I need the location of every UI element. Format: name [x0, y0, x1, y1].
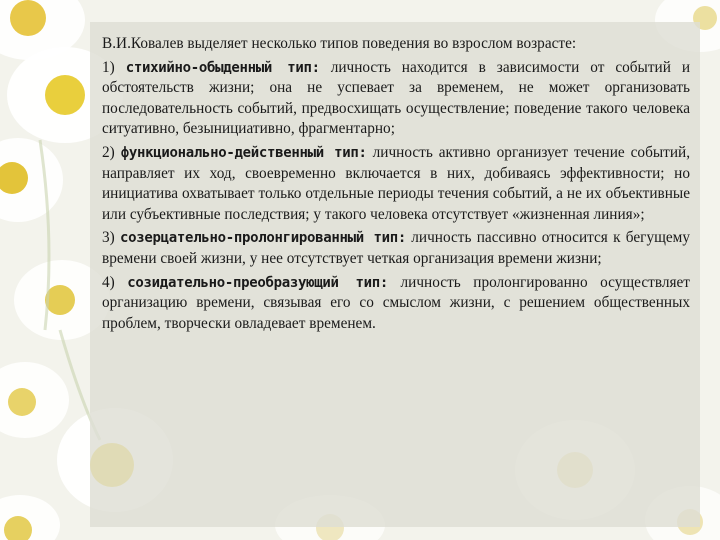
item-term: созидательно-преобразующий тип:: [127, 274, 388, 291]
item-number: 4): [102, 273, 115, 291]
item-number: 2): [102, 143, 115, 161]
item-description: личность находится в зависимости от событий и обстоятельств жизни; она не успевает за временем, не может организовать последовательность событий, предвосхищать осуществление; поведение такого человека ситуативно, безынициативно, фрагментарно;: [102, 58, 691, 138]
item-description: личность активно организует течение событий, направляет их ход, своевременно включается в них, добиваясь эффективности; но инициатива охватывает только отдельные периоды течения событий, а не их объективные или субъективные последствия; у такого человека отсутствует «жизненная линия»;: [102, 143, 691, 223]
item-number: 1): [102, 58, 115, 76]
item-description: личность пролонгированно осуществляет организацию времени, связывая его со смыслом жизни, с решением общественных проблем, творчески овладевает временем.: [102, 273, 690, 332]
slide-text: [102, 34, 690, 334]
item-term: функционально-действенный тип:: [120, 144, 367, 161]
list-item: [102, 143, 690, 225]
list-item: [102, 273, 690, 335]
list-item: [102, 228, 690, 269]
item-term: созерцательно-пролонгированный тип:: [120, 230, 406, 247]
item-description: личность пассивно относится к бегущему времени своей жизни, у нее отсутствует четкая организация времени жизни;: [102, 229, 691, 267]
item-term: стихийно-обыденный тип:: [125, 59, 320, 76]
list-item: [102, 58, 690, 140]
item-number: 3): [102, 229, 115, 247]
intro-paragraph: В.И.Ковалев выделяет несколько типов поведения во взрослом возрасте:: [102, 35, 577, 52]
